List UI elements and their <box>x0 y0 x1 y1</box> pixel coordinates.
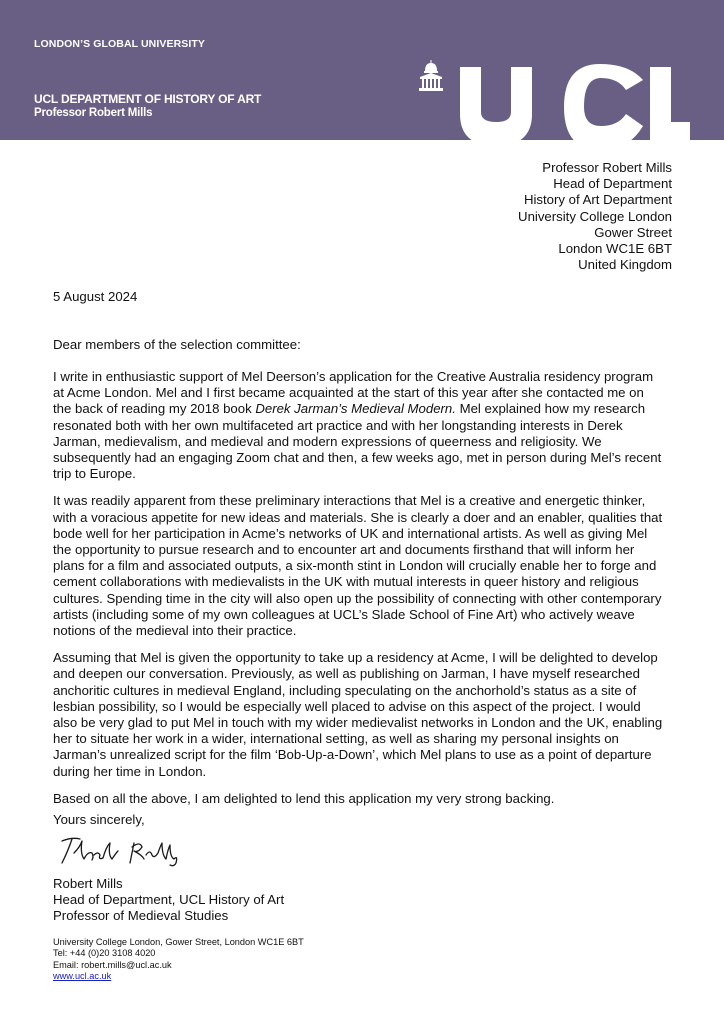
text-line: plans for a film and associated outputs, a six-month stint in London will crucially enable her to forge and <box>53 558 657 574</box>
footer-address: University College London, Gower Street, London WC1E 6BT <box>53 937 304 947</box>
text-line: cultures. Spending time in the city will also open up the possibility of connecting with other contemporary <box>53 590 662 606</box>
address-line: London WC1E 6BT <box>558 241 672 257</box>
text-line: cement collaborations with medievalists in the UK with mutual interests in queer history and religious <box>53 574 639 590</box>
paragraph <box>53 791 683 807</box>
address-line: Professor Robert Mills <box>542 160 672 175</box>
department-name: UCL DEPARTMENT OF HISTORY OF ART <box>34 92 262 106</box>
paragraph <box>53 493 683 639</box>
book-title: Derek Jarman’s Medieval Modern. <box>255 401 456 417</box>
footer-email: Email: robert.mills@ucl.ac.uk <box>53 959 172 970</box>
text-line: artists (including some of my own colleagues at UCL’s Slade School of Fine Art) who actively weave <box>53 606 635 622</box>
portico-building-icon <box>419 60 443 91</box>
closing: Yours sincerely, <box>53 812 145 827</box>
website-link[interactable]: www.ucl.ac.uk <box>53 971 112 982</box>
university-tagline: LONDON’S GLOBAL UNIVERSITY <box>34 38 205 50</box>
handwritten-signature-icon <box>58 833 188 869</box>
signer-name: Robert Mills <box>53 876 123 891</box>
text-line: It was readily apparent from these preliminary interactions that Mel is a creative and energetic thinker, <box>53 493 646 509</box>
paragraph <box>53 650 683 780</box>
text-line: lesbian possibility, so I would be especially well placed to advise on this aspect of the project. I would <box>53 698 641 714</box>
letterhead-professor-name: Professor Robert Mills <box>34 107 153 119</box>
footer-contact <box>53 937 304 983</box>
address-line: University College London <box>518 208 672 224</box>
text-line: with a voracious appetite for new ideas and materials. She is clearly a doer and an enabler, qualities that <box>53 509 663 525</box>
letter-body <box>53 369 683 818</box>
signer-block <box>53 876 284 925</box>
address-line: Gower Street <box>594 224 672 240</box>
footer-telephone: Tel: +44 (0)20 3108 4020 <box>53 948 156 959</box>
text-line: the opportunity to pursue research and to encounter art and documents firsthand that will inform her <box>53 542 635 558</box>
signer-title: Head of Department, UCL History of Art <box>53 892 285 908</box>
text-segment: the back of reading my 2018 book <box>53 401 256 417</box>
text-line: trip to Europe. <box>53 466 136 482</box>
signer-role: Professor of Medieval Studies <box>53 908 229 924</box>
text-line: Jarman’s unrealized script for the film ‘Bob-Up-a-Down’, which Mel plans to use as a point of departure <box>53 747 652 763</box>
text-line: subsequently had an engaging Zoom chat and then, a few weeks ago, met in person during Mel’s recent <box>53 450 662 466</box>
ucl-wordmark <box>460 64 690 140</box>
text-line: and deepen our conversation. Previously, as well as publishing on Jarman, I have myself researched <box>53 666 640 682</box>
sender-address <box>518 160 672 273</box>
text-line: Based on all the above, I am delighted to lend this application my very strong backing. <box>53 790 555 806</box>
text-line: resonated both with her own multifaceted art practice and with her longstanding interests in Derek <box>53 417 623 433</box>
text-line: Jarman, medievalism, and medieval and modern expressions of queerness and religiosity. We <box>53 433 602 449</box>
paragraph <box>53 369 683 482</box>
text-line: at Acme London. Mel and I first became acquainted at the start of this year after she contacted me on <box>53 385 644 401</box>
salutation: Dear members of the selection committee: <box>53 337 301 352</box>
text-line: anchoritic cultures in medieval England, including speculating on the anchorhold’s status as a site of <box>53 682 637 698</box>
text-line: during her time in London. <box>53 763 207 779</box>
ucl-logo <box>418 60 708 140</box>
address-line: History of Art Department <box>523 192 672 208</box>
letter-date: 5 August 2024 <box>53 289 138 304</box>
address-line: United Kingdom <box>578 257 672 273</box>
text-line: bode well for her participation in Acme’s networks of UK and international artists. As well as giving Mel <box>53 525 648 541</box>
text-line: Assuming that Mel is given the opportunity to take up a residency at Acme, I will be delighted to develop <box>53 650 658 666</box>
text-line: I write in enthusiastic support of Mel Deerson’s application for the Creative Australia residency program <box>53 369 654 384</box>
text-line: also be very glad to put Mel in touch with my wider medievalist networks in London and the UK, enabling <box>53 715 663 731</box>
address-line: Head of Department <box>553 176 672 192</box>
letterhead-banner <box>0 0 724 140</box>
text-line: her to situate her work in a wider, international setting, as well as sharing my personal insights on <box>53 731 619 747</box>
text-segment: Mel explained how my research <box>455 401 646 417</box>
text-line <box>53 401 683 417</box>
text-line: notions of the medieval into their practice. <box>53 623 297 639</box>
